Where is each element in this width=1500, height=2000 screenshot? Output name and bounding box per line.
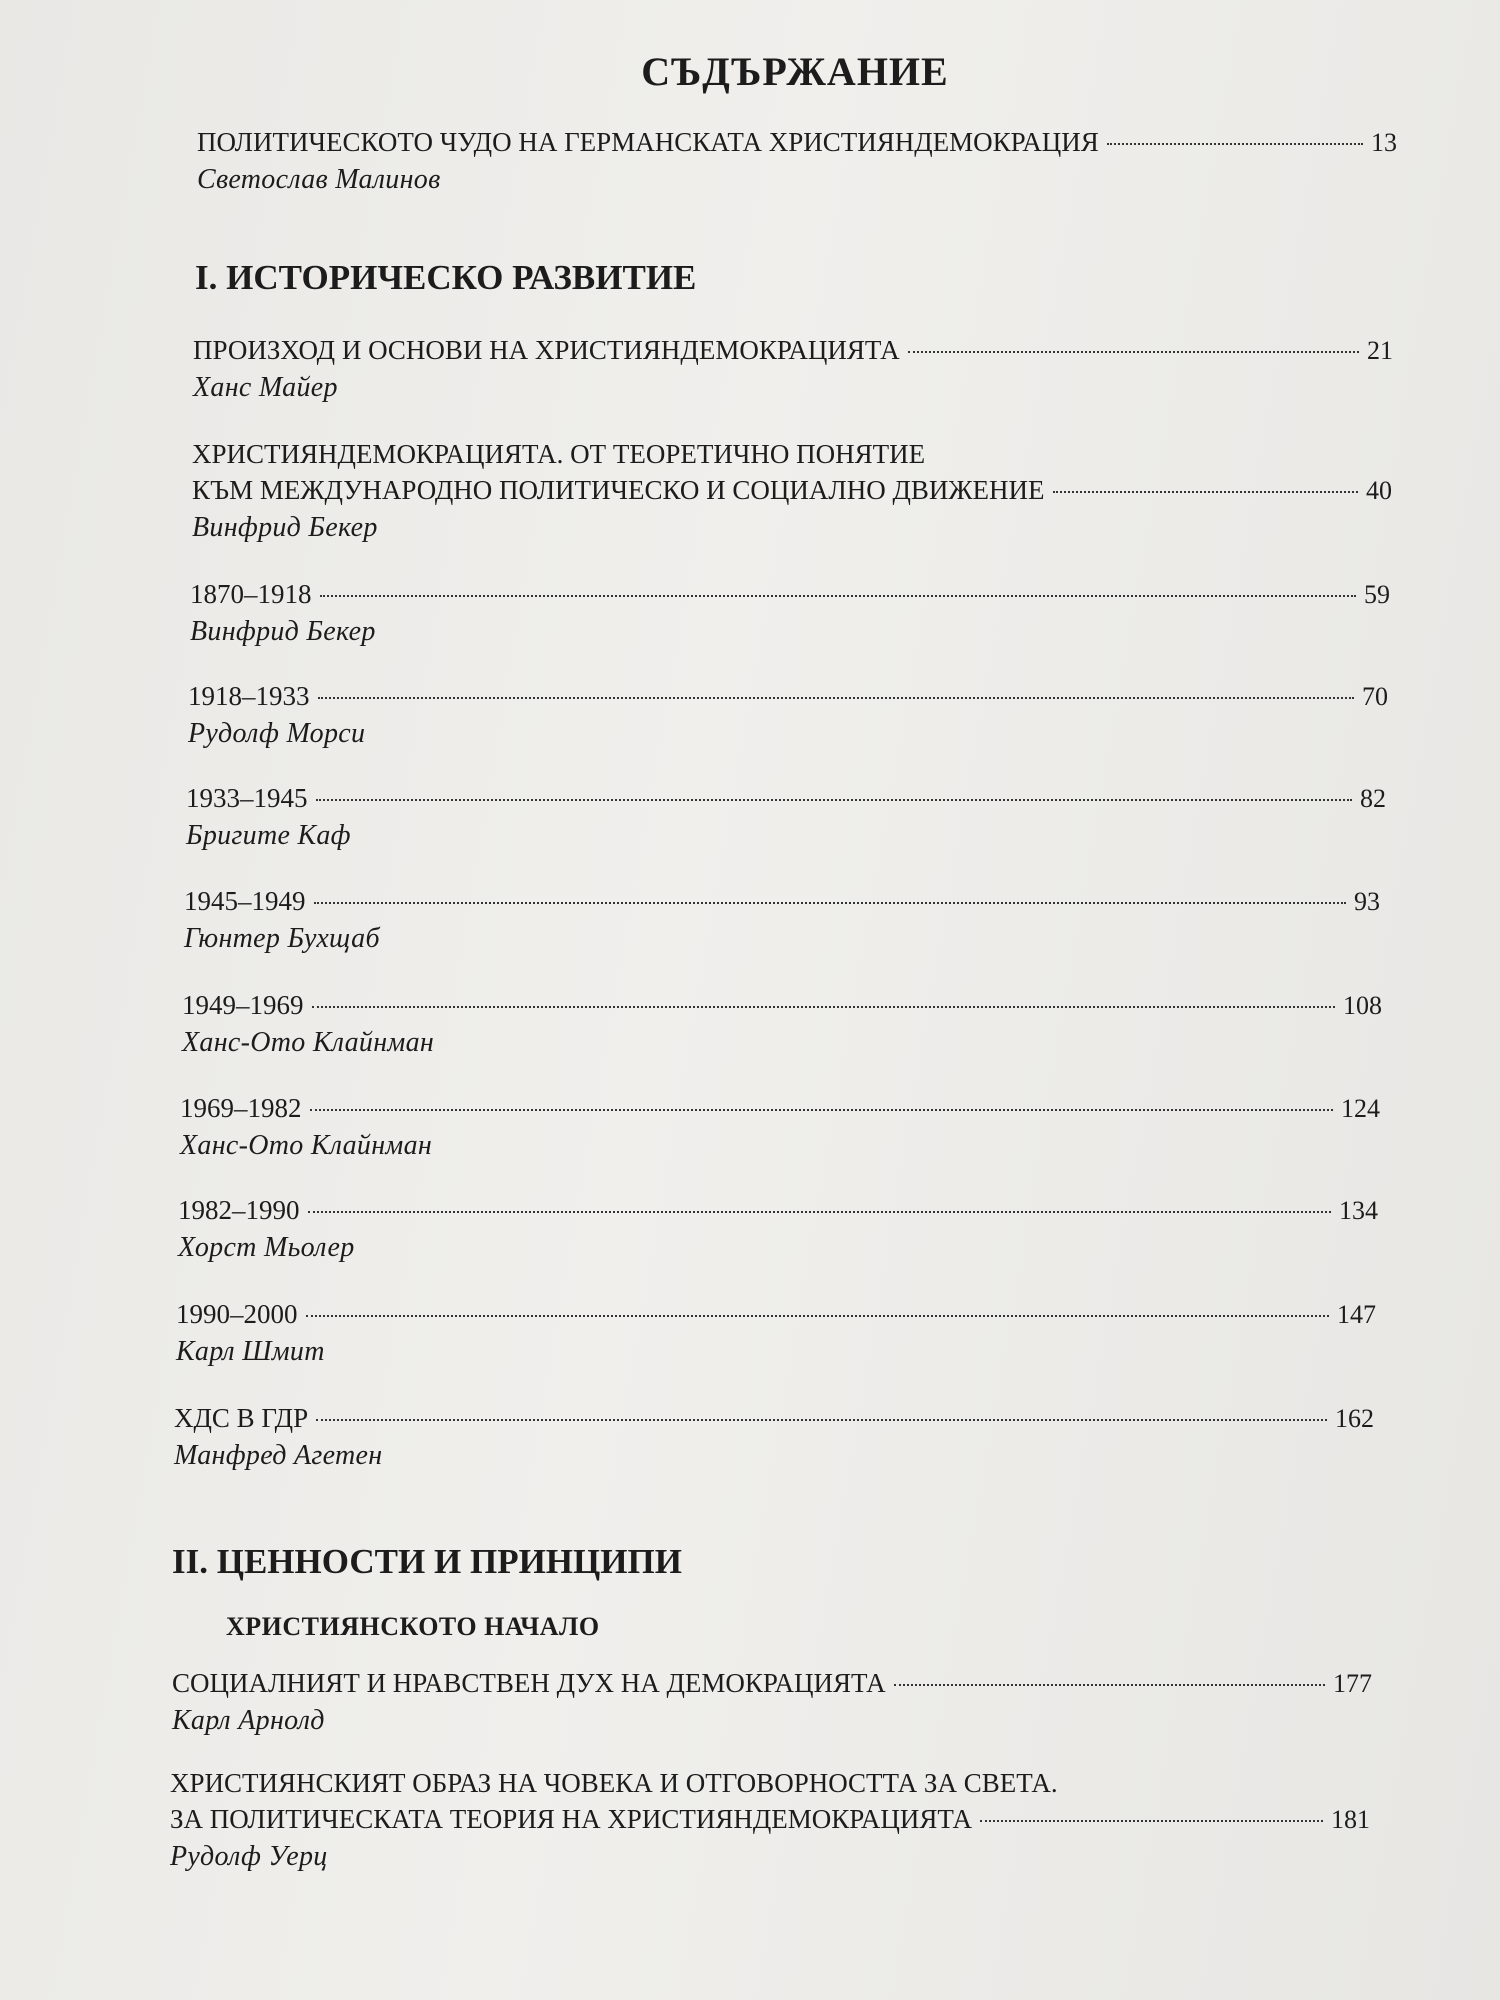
entry-heading: 1945–1949 [184,886,306,916]
page-number: 21 [1367,336,1393,365]
entry-author: Винфрид Бекер [190,616,376,647]
entry-heading-line1: ХРИСТИЯНДЕМОКРАЦИЯТА. ОТ ТЕОРЕТИЧНО ПОНЯТИЕ [192,439,926,469]
entry-author: Рудолф Уерц [170,1841,328,1872]
entry-author: Рудолф Морси [188,718,366,749]
toc-entry[interactable] [172,1665,1372,1740]
leader-dots [980,1820,1323,1822]
entry-author: Бригите Каф [186,820,351,851]
entry-author: Карл Шмит [176,1336,325,1367]
entry-author: Ханс-Ото Клайнман [182,1027,435,1058]
entry-author: Гюнтер Бухщаб [184,923,380,954]
entry-heading: ПОЛИТИЧЕСКОТО ЧУДО НА ГЕРМАНСКАТА ХРИСТИЯНДЕМОКРАЦИЯ [197,127,1099,157]
toc-entry[interactable] [180,1090,1380,1165]
page-title: СЪДЪРЖАНИЕ [641,49,949,94]
page-number: 13 [1371,128,1397,157]
toc-entry[interactable] [193,332,1393,407]
toc-entry[interactable] [174,1400,1374,1475]
toc-entry[interactable] [176,1296,1376,1371]
entry-author: Винфрид Бекер [192,512,378,543]
toc-entry[interactable] [186,780,1386,855]
page-number: 147 [1337,1300,1376,1329]
subsection-heading: ХРИСТИЯНСКОТО НАЧАЛО [226,1612,600,1641]
entry-heading: СОЦИАЛНИЯТ И НРАВСТВЕН ДУХ НА ДЕМОКРАЦИЯТА [172,1668,886,1698]
page-number: 134 [1339,1196,1378,1225]
leader-dots [314,902,1347,904]
toc-entry[interactable] [188,678,1388,753]
entry-heading-line1: ХРИСТИЯНСКИЯТ ОБРАЗ НА ЧОВЕКА И ОТГОВОРНОСТТА ЗА СВЕТА. [170,1768,1058,1798]
leader-dots [908,351,1359,353]
entry-author: Ханс-Ото Клайнман [180,1130,433,1161]
entry-heading: ХДС В ГДР [174,1403,309,1433]
page-number: 40 [1366,476,1392,505]
page-number: 181 [1331,1805,1370,1834]
entry-heading: ЗА ПОЛИТИЧЕСКАТА ТЕОРИЯ НА ХРИСТИЯНДЕМОКРАЦИЯТА [170,1804,972,1834]
leader-dots [894,1684,1325,1686]
entry-author: Карл Арнолд [172,1705,325,1736]
leader-dots [1107,143,1363,145]
entry-heading: 1949–1969 [182,990,304,1020]
leader-dots [316,799,1353,801]
entry-author: Хорст Мьолер [178,1232,355,1263]
entry-heading: 1933–1945 [186,783,308,813]
leader-dots [308,1211,1332,1213]
page-number: 70 [1362,682,1388,711]
entry-author: Манфред Агетен [174,1440,383,1471]
entry-heading: 1982–1990 [178,1195,300,1225]
toc-entry[interactable] [182,987,1382,1062]
toc-entry[interactable] [190,576,1390,651]
leader-dots [1053,491,1358,493]
page-number: 108 [1343,991,1382,1020]
leader-dots [306,1315,1330,1317]
entry-heading: 1918–1933 [188,681,310,711]
page-number: 124 [1341,1094,1380,1123]
entry-heading: 1969–1982 [180,1093,302,1123]
entry-heading: ПРОИЗХОД И ОСНОВИ НА ХРИСТИЯНДЕМОКРАЦИЯТА [193,335,900,365]
page-number: 59 [1364,580,1390,609]
toc-entry[interactable] [170,1765,1370,1876]
entry-author: Светослав Малинов [197,164,441,195]
leader-dots [312,1006,1336,1008]
page-number: 177 [1333,1669,1372,1698]
page-number: 93 [1354,887,1380,916]
entry-author: Ханс Майер [193,372,338,403]
toc-entry[interactable] [184,883,1380,958]
toc-entry[interactable] [178,1192,1378,1267]
leader-dots [316,1419,1327,1421]
page-number: 162 [1335,1404,1374,1433]
toc-entry[interactable] [192,436,1392,547]
leader-dots [310,1109,1334,1111]
leader-dots [318,697,1355,699]
entry-heading: КЪМ МЕЖДУНАРОДНО ПОЛИТИЧЕСКО И СОЦИАЛНО ДВИЖЕНИЕ [192,475,1045,505]
entry-heading: 1990–2000 [176,1299,298,1329]
leader-dots [320,595,1357,597]
page-number: 82 [1360,784,1386,813]
section-heading-1: I. ИСТОРИЧЕСКО РАЗВИТИЕ [195,258,697,297]
section-heading-2: II. ЦЕННОСТИ И ПРИНЦИПИ [172,1542,682,1581]
entry-heading: 1870–1918 [190,579,312,609]
toc-entry-intro[interactable] [197,124,1397,199]
